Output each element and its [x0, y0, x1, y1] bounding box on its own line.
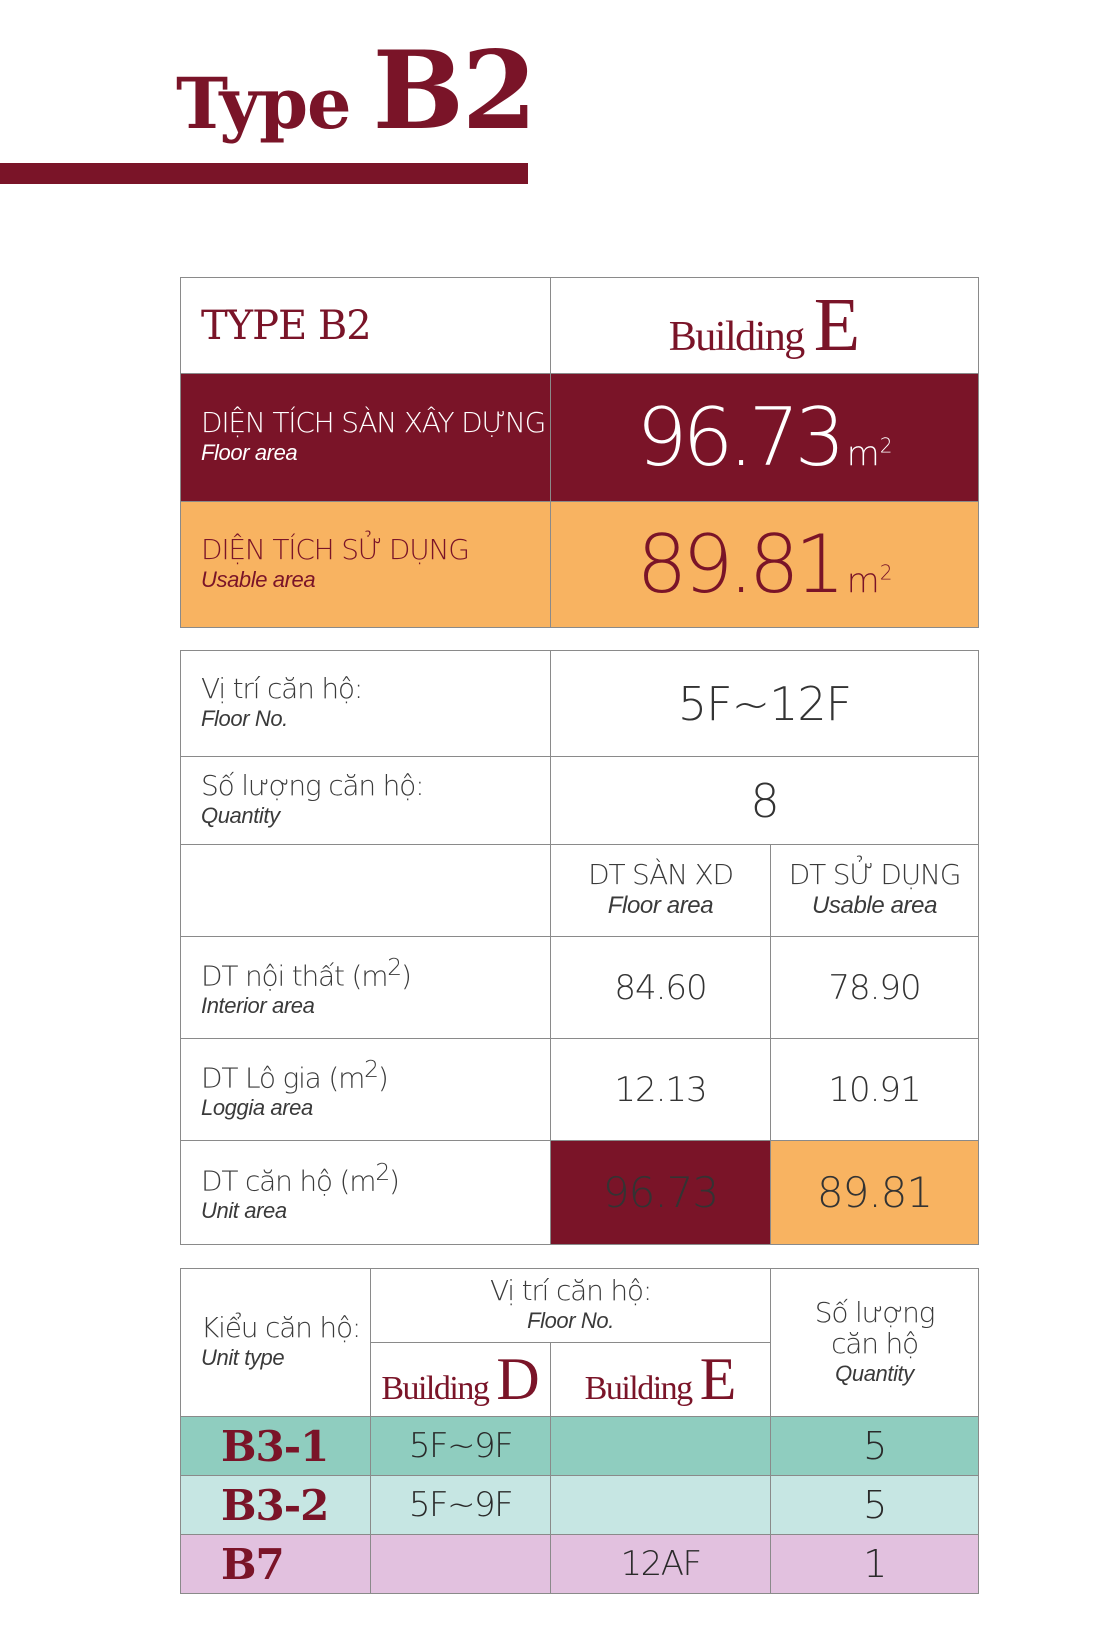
floor-no-row: [181, 651, 979, 757]
unit-row-b7: [181, 1535, 979, 1594]
quantity-row: [181, 757, 979, 845]
unit-quantity: 5: [771, 1476, 979, 1535]
unit-building-d-floors: [371, 1535, 551, 1594]
floor-area-row: [181, 374, 979, 502]
floor-area-label-vi: DIỆN TÍCH SÀN XÂY DỰNG: [201, 406, 546, 440]
loggia-area-row: [181, 1039, 979, 1141]
usable-area-label-cell: [181, 502, 551, 628]
interior-area-label-cell: DT nội thất $(m^2)$ Interior area: [181, 937, 551, 1039]
interior-usable-value: 78.90: [771, 937, 979, 1039]
unit-building-e-floors: 12AF: [551, 1535, 771, 1594]
type-label: TYPE B2: [201, 302, 371, 349]
type-label-cell: [181, 278, 551, 374]
unit-header-row-1: [181, 1269, 979, 1343]
summary-header-row: [181, 278, 979, 374]
usable-area-unit: $m^2$: [846, 560, 893, 601]
unit-row-b3-2: [181, 1476, 979, 1535]
empty-header-cell: [181, 845, 551, 937]
building-e-header: Building E: [551, 1343, 771, 1417]
floor-no-value: 5F~12F: [551, 651, 979, 757]
unit-name: B3-2: [181, 1476, 371, 1535]
unit-building-e-floors: [551, 1476, 771, 1535]
quantity-label-cell: [181, 757, 551, 845]
usable-area-value: 89.81: [636, 518, 841, 611]
building-letter: E: [813, 283, 861, 367]
usable-area-label-en: Usable area: [201, 567, 316, 593]
details-table: [180, 650, 979, 1245]
floor-area-label-cell: [181, 374, 551, 502]
unit-building-d-floors: 5F~9F: [371, 1417, 551, 1476]
usable-area-value-cell: [551, 502, 979, 628]
loggia-area-label-cell: DT Lô gia $(m^2)$ Loggia area: [181, 1039, 551, 1141]
summary-table: [180, 277, 979, 628]
unit-building-d-floors: 5F~9F: [371, 1476, 551, 1535]
column-header-row: [181, 845, 979, 937]
building-word: Building: [668, 314, 804, 360]
floor-no-label-vi: Vị trí căn hộ:: [201, 672, 363, 706]
unit-area-row: [181, 1141, 979, 1245]
loggia-usable-value: 10.91: [771, 1039, 979, 1141]
interior-area-row: [181, 937, 979, 1039]
floor-area-value-cell: [551, 374, 979, 502]
building-d-header: Building D: [371, 1343, 551, 1417]
unit-area-label-cell: DT căn hộ $(m^2)$ Unit area: [181, 1141, 551, 1245]
floor-area-value: 96.73: [636, 391, 841, 484]
header-rule: [0, 163, 528, 184]
quantity-header: Số lượng căn hộ Quantity: [771, 1269, 979, 1417]
unit-name: B7: [181, 1535, 371, 1594]
title-code: B2: [372, 28, 535, 154]
loggia-floor-value: 12.13: [551, 1039, 771, 1141]
unit-quantity: 1: [771, 1535, 979, 1594]
quantity-label-en: Quantity: [201, 803, 280, 829]
unit-name: B3-1: [181, 1417, 371, 1476]
col-usable-area-header: DT SỬ DỤNG Usable area: [771, 845, 979, 937]
unit-building-e-floors: [551, 1417, 771, 1476]
unit-type-header: Kiểu căn hộ: Unit type: [181, 1269, 371, 1417]
floor-no-label-en: Floor No.: [201, 706, 288, 732]
title-word: Type: [176, 62, 351, 145]
floor-no-label-cell: [181, 651, 551, 757]
floor-no-header: Vị trí căn hộ: Floor No.: [371, 1269, 771, 1343]
floor-area-unit: $m^2$: [846, 433, 893, 474]
usable-area-label-vi: DIỆN TÍCH SỬ DỤNG: [201, 533, 469, 567]
unit-row-b3-1: [181, 1417, 979, 1476]
floor-area-label-en: Floor area: [201, 440, 298, 466]
unit-type-table: [180, 1268, 979, 1594]
unit-usable-value: 89.81: [771, 1141, 979, 1245]
col-floor-area-header: DT SÀN XD Floor area: [551, 845, 771, 937]
quantity-label-vi: Số lượng căn hộ:: [201, 769, 424, 803]
interior-floor-value: 84.60: [551, 937, 771, 1039]
unit-floor-value: 96.73: [551, 1141, 771, 1245]
unit-quantity: 5: [771, 1417, 979, 1476]
building-cell: [551, 278, 979, 374]
usable-area-row: [181, 502, 979, 628]
quantity-value: 8: [551, 757, 979, 845]
page-title: [176, 28, 535, 154]
